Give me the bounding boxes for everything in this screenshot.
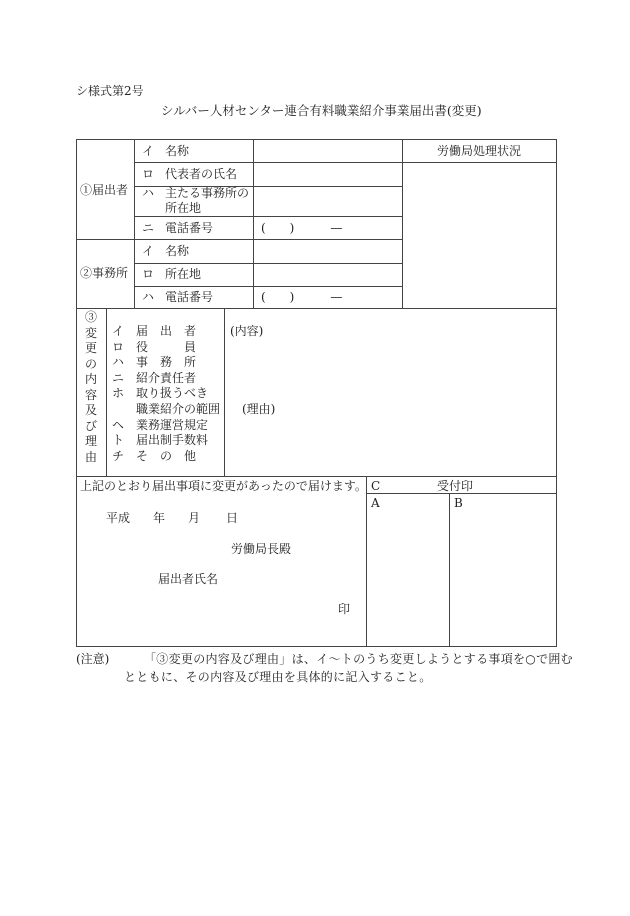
receipt-b-label: B — [454, 496, 463, 510]
row-label: 所在地 — [165, 201, 202, 215]
reason-label: (理由) — [242, 402, 276, 416]
status-header: 労働局処理状況 — [436, 144, 521, 158]
form-title: シルバー人材センター連合有料職業紹介事業届出書(変更) — [161, 103, 482, 118]
receipt-c-label: C — [371, 479, 381, 493]
date-month[interactable]: 月 — [188, 511, 201, 525]
row-label: 電話番号 — [165, 290, 214, 304]
item-label[interactable]: 職業紹介の範囲 — [136, 401, 221, 416]
receipt-a-label: A — [371, 496, 380, 510]
row-label: 代表者の氏名 — [165, 167, 238, 181]
addressee: 労働局長殿 — [231, 542, 292, 556]
declaration: 上記のとおり届出事項に変更があったので届けます。 — [80, 479, 367, 493]
row-label: 所在地 — [165, 267, 202, 281]
item-key: ト — [112, 433, 125, 448]
row-label: 名称 — [165, 244, 190, 258]
date-day[interactable]: 日 — [226, 511, 239, 525]
row-label: 主たる事務所の — [165, 186, 250, 200]
item-key: ニ — [112, 370, 125, 385]
seal-mark: 印 — [338, 602, 351, 616]
row-label: 名称 — [165, 144, 190, 158]
item-label[interactable]: 届出制手数料 — [136, 433, 209, 448]
row-key: ロ — [142, 267, 155, 281]
row-key: ハ — [142, 290, 155, 304]
row-key: ハ — [142, 186, 155, 200]
item-key: ロ — [112, 339, 125, 354]
phone-field[interactable]: ( ) — — [261, 221, 343, 235]
item-key: チ — [112, 448, 125, 463]
item-label[interactable]: 紹介責任者 — [136, 370, 197, 385]
item-key: ヘ — [112, 417, 125, 432]
date-era: 平成 — [106, 511, 131, 525]
section2-label: ②事務所 — [80, 266, 129, 280]
row-key: ニ — [142, 221, 155, 235]
item-label[interactable]: 事 務 所 — [136, 355, 197, 370]
item-label[interactable]: 業務運営規定 — [136, 417, 209, 432]
item-label[interactable]: 取り扱うべき — [136, 386, 209, 401]
row-key: イ — [142, 144, 155, 158]
change-items-list — [112, 324, 220, 464]
date-year[interactable]: 年 — [153, 511, 166, 525]
phone-field[interactable]: ( ) — — [261, 290, 343, 304]
item-label[interactable]: 届 出 者 — [136, 324, 197, 338]
item-label[interactable]: 役 員 — [136, 339, 197, 354]
row-key: イ — [142, 244, 155, 258]
form-number: シ様式第2号 — [76, 84, 144, 98]
row-key: ロ — [142, 167, 155, 181]
item-key: ハ — [112, 355, 125, 370]
section1-label: ①届出者 — [80, 183, 129, 197]
note-label: (注意) — [76, 652, 110, 666]
applicant-name-label: 届出者氏名 — [158, 572, 219, 586]
note-text: とともに、その内容及び理由を具体的に記入すること。 — [124, 670, 432, 684]
content-label: (内容) — [230, 324, 264, 338]
receipt-stamp-label: 受付印 — [437, 479, 474, 493]
row-label: 電話番号 — [165, 221, 214, 235]
item-key: イ — [112, 324, 125, 338]
note-text: 「③変更の内容及び理由」は、イ〜トのうち変更しようとする事項を○で囲む — [144, 652, 573, 666]
item-key: ホ — [112, 386, 125, 401]
section3-label: ③変更の内容及び理由 — [84, 310, 97, 464]
item-label[interactable]: そ の 他 — [136, 448, 197, 463]
